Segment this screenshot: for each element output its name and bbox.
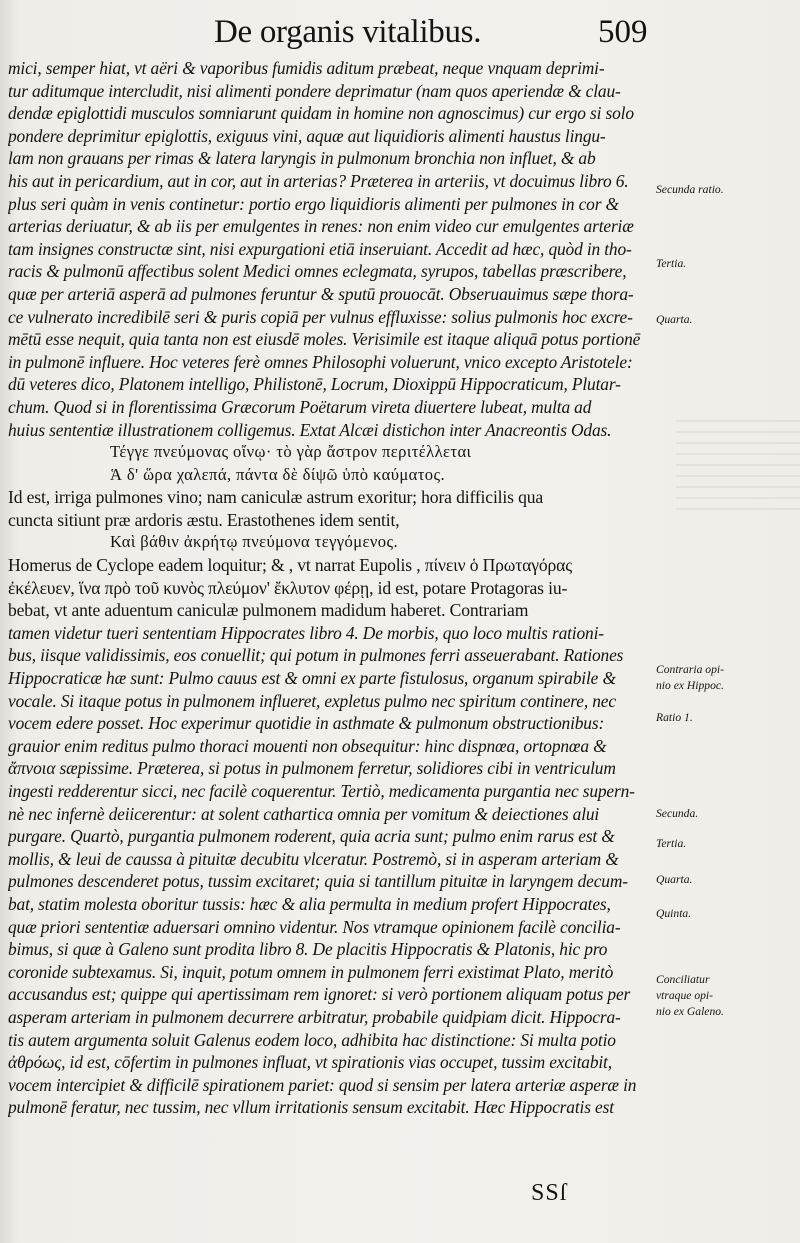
- text-line: pulmones descenderet potus, tussim excitaret; quia si tantillum pituitæ in laryngem decum-: [8, 871, 628, 892]
- text-line: ἄπνοια sæpissime. Præterea, si potus in pulmonem ferretur, solidiores cibi in ventriculum: [8, 758, 616, 779]
- text-line: ἀθρόως, id est, cōfertim in pulmones influat, vt spirationis vias occupet, tussim excitabit,: [8, 1052, 612, 1073]
- margin-note: Secunda.: [656, 807, 699, 820]
- text-line: his aut in pericardium, aut in cor, aut in arterias? Præterea in arteriis, vt docuimus libro 6.: [8, 170, 629, 191]
- text-line: tam insignes constructæ sint, nisi expurgationi etiā inseruiant. Accedit ad hæc, quòd in tho-: [8, 238, 632, 259]
- text-line: huius sententiæ illustrationem colligemus. Extat Alcæi distichon inter Anacreontis Odas.: [8, 419, 612, 440]
- page-number: 509: [598, 14, 648, 50]
- text-line: chum. Quod si in florentissima Græcorum Poëtarum vireta diuertere lubeat, multa ad: [8, 396, 592, 417]
- text-line: bat, statim molesta oboritur tussis: hæc & alia permulta in medium profert Hippocrates,: [8, 893, 611, 914]
- margin-note: nio ex Hippoc.: [656, 679, 724, 692]
- margin-note: Tertia.: [656, 837, 687, 850]
- text-line: vocale. Si itaque potus in pulmonem influeret, expletus pulmo nec spiritum continere, nec: [8, 690, 616, 711]
- text-line: tis autem argumenta soluit Galenus eodem loco, adhibita hac distinctione: Si multa potio: [8, 1029, 616, 1050]
- text-line: racis & pulmonū affectibus solent Medici omnes eclegmata, syrupos, tabellas præscribere,: [8, 261, 627, 282]
- text-line: tamen videtur tueri sententiam Hippocrates libro 4. De morbis, quo loco multis rationi-: [8, 622, 604, 643]
- text-line: ce vulnerato incredibilē seri & puris copiā per vulnus effluxisse: solius pulmonis hoc excre-: [8, 306, 633, 327]
- text-line: Τέγγε πνεύμονας οἴνῳ· τὸ γὰρ ἄστρον περιτέλλεται: [110, 442, 472, 462]
- text-line: vocem edere posset. Hoc experimur quotidie in asthmate & pulmonum obstructionibus:: [8, 713, 605, 734]
- text-line: mici, semper hiat, vt aëri & vaporibus fumidis aditum præbeat, neque vnquam deprimi-: [8, 58, 605, 78]
- text-line: dendæ epiglottidi musculos somniarunt quidam in homine non agnoscimus) cur ergo si solo: [8, 103, 634, 124]
- text-line: dū veteres dico, Platonem intelligo, Philistonē, Locrum, Dioxippū Hippocraticum, Plutar-: [8, 374, 621, 395]
- text-line: bus, iisque validissimis, eos conuellit; qui potum in pulmones ferri asseuerabant. Rationes: [8, 645, 624, 666]
- main-text: [8, 57, 658, 1119]
- text-line: Hippocraticæ hæ sunt: Pulmo cauus est & omni ex parte fistulosus, organum spirabile &: [8, 668, 616, 689]
- text-line: pondere deprimitur epiglottis, exiguus vini, aquæ aut liquidioris alimenti haustus lingu-: [8, 125, 606, 146]
- text-line: coronide subtexamus. Si, inquit, potum omnem in pulmonem ferri existimat Plato, meritò: [8, 961, 614, 982]
- text-line: bebat, vt ante aduentum caniculæ pulmonem madidum haberet. Contrariam: [8, 600, 529, 621]
- text-line: cuncta sitiunt præ ardoris æstu. Erastothenes idem sentit,: [8, 509, 400, 530]
- text-line: quæ per arteriā asperā ad pulmones feruntur & sputū prouocāt. Obseruauimus sæpe thora-: [8, 283, 634, 304]
- text-line: arterias deriuatur, & ab iis per emulgentes in renes: non enim video cur emulgentes arteriæ: [8, 216, 634, 237]
- text-line: in pulmonē influere. Hoc veteres ferè omnes Philosophi voluerunt, vnico excepto Aristotele:: [8, 351, 633, 372]
- text-line: asperam arteriam in pulmonem decurrere arbitratur, probabile quidpiam dicit. Hippocra-: [8, 1006, 621, 1027]
- text-line: bimus, si quæ à Galeno sunt prodita libro 8. De placitis Hippocratis & Platonis, hic pro: [8, 939, 608, 960]
- margin-note: Ratio 1.: [656, 711, 693, 724]
- text-line: accusandus est; quippe qui apertissimam rem ignoret: si verò portionem aliquam potus per: [8, 984, 631, 1005]
- text-line: Καὶ βάθιν ἀκρήτῳ πνεύμονα τεγγόμενος.: [110, 532, 399, 552]
- text-line: tur aditumque intercludit, nisi alimenti pondere deprimatur (nam quos aperiendæ & clau-: [8, 80, 621, 101]
- text-line: purgare. Quartò, purgantia pulmonem roderent, quia acria sunt; pulmo enim rarus est &: [8, 826, 615, 847]
- margin-note: Quarta.: [656, 873, 693, 886]
- text-line: vocem intercipiet & difficilē spirationem pariet: quod si sensim per latera arteriæ asperæ in: [8, 1074, 637, 1095]
- text-line: pulmonē feratur, nec tussim, nec vllum irritationis sensum excitabit. Hæc Hippocratis est: [8, 1097, 614, 1118]
- text-line: nè nec infernè deiicerentur: at solent cathartica omnia per vomitum & deiectiones alui: [8, 803, 600, 824]
- margin-note: nio ex Galeno.: [656, 1005, 724, 1018]
- margin-note: Quinta.: [656, 907, 692, 920]
- text-line: Ἁ δ' ὥρα χαλεπά, πάντα δὲ δίψῶ ὑπὸ καύματος.: [110, 464, 446, 484]
- margin-note: Tertia.: [656, 257, 687, 270]
- text-line: plus seri quàm in venis continetur: portio ergo liquidioris alimenti per pulmones in cor &: [8, 193, 619, 214]
- margin-note: vtraque opi-: [656, 989, 713, 1002]
- text-line: ingesti redderentur sicci, nec facilè coquerentur. Tertiò, medicamenta purgantia nec supern-: [8, 781, 635, 801]
- text-line: Homerus de Cyclope eadem loquitur; & , vt narrat Eupolis , πίνειν ὁ Πρωταγόρας: [8, 555, 573, 576]
- text-line: grauior enim reditus pulmo thoraci mouenti non obsequitur: hinc dispnœa, ortopnœa &: [8, 735, 607, 756]
- text-line: ἐκέλευεν, ἵνα πρὸ τοῦ κυνὸς πλεύμον' ἔκλυτον φέρῃ, id est, potare Protagoras iu-: [8, 577, 568, 598]
- signature-mark: SSſ: [531, 1180, 568, 1206]
- text-line: lam non grauans per rimas & latera laryngis in pulmonum bronchia non influet, & ab: [8, 148, 596, 169]
- text-line: mētū esse nequit, quia tanta non est eiusdē moles. Verisimile est itaque aliquā potus portionē: [8, 329, 641, 350]
- page-header: [0, 14, 800, 54]
- text-line: quæ priori sententiæ aduersari omnino videntur. Nos vtramque opinionem facilè concilia-: [8, 916, 621, 937]
- text-line: mollis, & leui de caussa à pituitæ decubitu vlceratur. Postremò, si in asperam arteriam &: [8, 848, 619, 869]
- margin-note: Contraria opi-: [656, 663, 724, 676]
- show-through-text: [676, 420, 800, 510]
- margin-note: Secunda ratio.: [656, 183, 724, 196]
- margin-note: Quarta.: [656, 313, 693, 326]
- text-line: Id est, irriga pulmones vino; nam caniculæ astrum exoritur; hora difficilis qua: [8, 487, 544, 508]
- margin-note: Conciliatur: [656, 973, 710, 986]
- running-title: De organis vitalibus.: [214, 14, 482, 50]
